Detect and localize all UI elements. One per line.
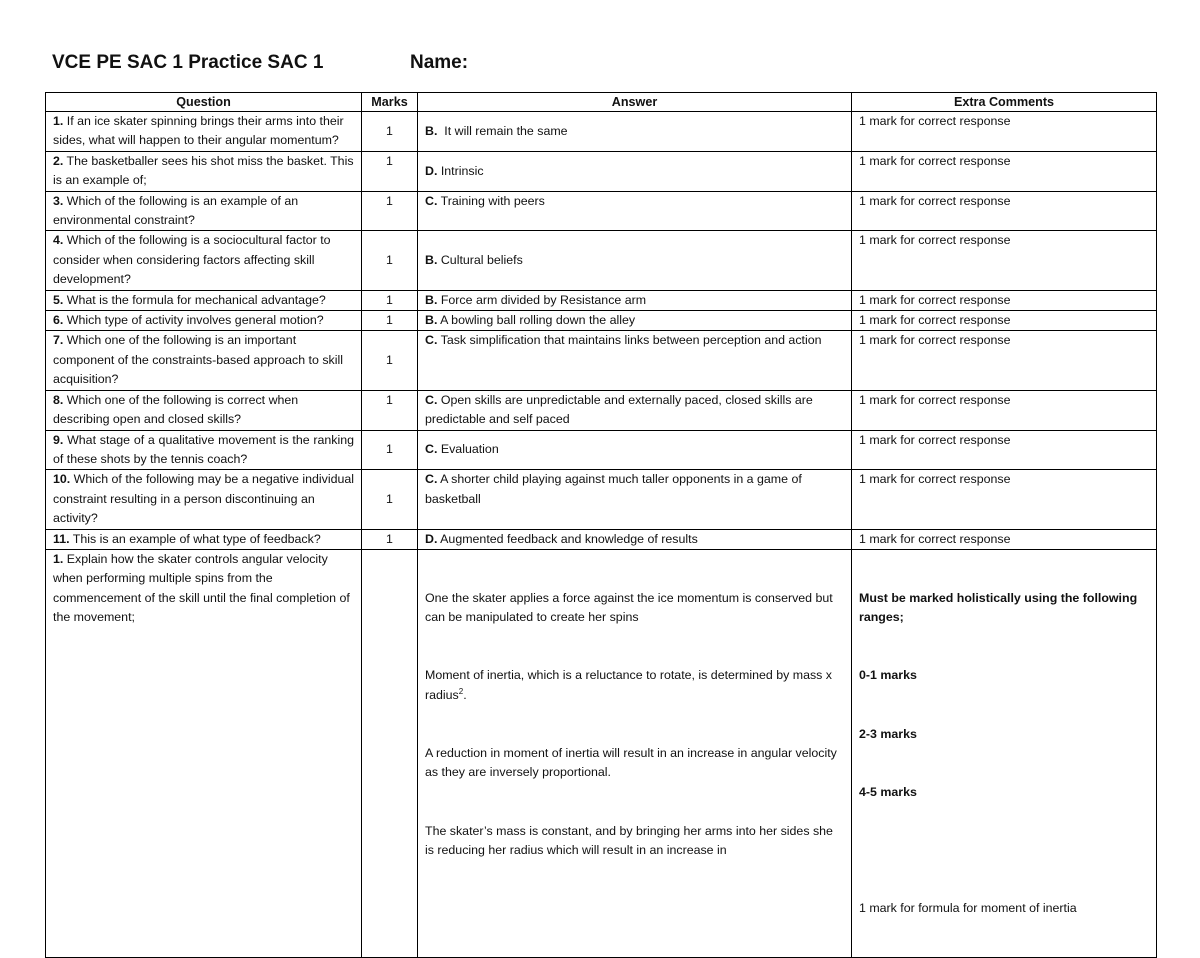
question-text: Which type of activity involves general motion? — [63, 313, 324, 328]
answer-cell — [418, 470, 852, 529]
question-number: 2. — [53, 153, 64, 168]
answer-line: One the skater applies a force against the ice momentum is conserved but can be manipulated to create her spins — [425, 590, 837, 625]
question-cell — [46, 311, 362, 331]
comment-range: 0-1 marks — [859, 668, 917, 683]
question-number: 5. — [53, 292, 64, 307]
marks-cell: 1 — [362, 290, 418, 310]
marks-cell: 1 — [362, 470, 418, 529]
comment-range: 2-3 marks — [859, 726, 917, 741]
comment-cell — [852, 549, 1157, 958]
question-text: What stage of a qualitative movement is the ranking of these shots by the tennis coach? — [53, 432, 358, 466]
question-cell — [46, 191, 362, 231]
answer-text: A bowling ball rolling down the alley — [437, 313, 636, 328]
column-header-marks: Marks — [362, 93, 418, 112]
question-text: Which one of the following is correct when describing open and closed skills? — [53, 392, 302, 427]
table-row — [46, 430, 1157, 470]
table-row-extended — [46, 549, 1157, 958]
table-row — [46, 151, 1157, 191]
comment-cell: 1 mark for correct response — [852, 231, 1157, 290]
question-cell — [46, 549, 362, 958]
column-header-question: Question — [46, 93, 362, 112]
comment-cell: 1 mark for correct response — [852, 311, 1157, 331]
answer-cell — [418, 290, 852, 310]
marks-cell: 1 — [362, 112, 418, 152]
marks-cell: 1 — [362, 430, 418, 470]
answer-letter: C. — [425, 193, 438, 208]
answer-cell — [418, 151, 852, 191]
question-number: 4. — [53, 233, 64, 248]
comment-formula: 1 mark for formula for moment of inertia — [859, 901, 1077, 916]
answer-text: Task simplification that maintains links between perception and action — [437, 333, 822, 348]
comment-cell: 1 mark for correct response — [852, 390, 1157, 430]
answer-letter: C. — [425, 392, 438, 407]
answer-table — [45, 92, 1157, 958]
answer-text: Intrinsic — [437, 163, 484, 178]
answer-text: Training with peers — [437, 193, 545, 208]
question-number: 8. — [53, 392, 64, 407]
answer-letter: C. — [425, 472, 438, 487]
marks-cell: 1 — [362, 311, 418, 331]
answer-cell — [418, 191, 852, 231]
comment-cell: 1 mark for correct response — [852, 331, 1157, 390]
question-text: Which of the following may be a negative individual constraint resulting in a person discontinuing an activity? — [53, 472, 358, 526]
table-row — [46, 290, 1157, 310]
answer-cell — [418, 112, 852, 152]
question-cell — [46, 151, 362, 191]
answer-line — [425, 666, 844, 705]
answer-cell — [418, 390, 852, 430]
column-header-answer: Answer — [418, 93, 852, 112]
question-cell — [46, 331, 362, 390]
answer-letter: B. — [425, 313, 438, 328]
answer-text: Augmented feedback and knowledge of results — [437, 531, 698, 546]
comment-cell: 1 mark for correct response — [852, 470, 1157, 529]
marks-cell: 1 — [362, 331, 418, 390]
page-title: VCE PE SAC 1 Practice SAC 1 — [52, 52, 324, 73]
marks-cell: 1 — [362, 231, 418, 290]
marks-cell — [362, 549, 418, 958]
answer-text: It will remain the same — [437, 123, 568, 138]
table-row — [46, 231, 1157, 290]
comment-cell: 1 mark for correct response — [852, 151, 1157, 191]
answer-line-text: Moment of inertia, which is a reluctance to rotate, is determined by mass x radius — [425, 668, 836, 702]
question-text: Which one of the following is an important component of the constraints-based approach to skill acquisition? — [53, 333, 347, 387]
question-cell — [46, 390, 362, 430]
comment-cell: 1 mark for correct response — [852, 112, 1157, 152]
answer-cell — [418, 311, 852, 331]
question-cell — [46, 430, 362, 470]
question-cell — [46, 290, 362, 310]
question-number: 3. — [53, 193, 64, 208]
answer-cell — [418, 331, 852, 390]
question-text: Which of the following is an example of an environmental constraint? — [53, 193, 302, 228]
marks-cell: 1 — [362, 529, 418, 549]
question-text: If an ice skater spinning brings their arms into their sides, what will happen to their angular momentum? — [53, 114, 348, 148]
answer-letter: B. — [425, 252, 438, 267]
column-header-comments: Extra Comments — [852, 93, 1157, 112]
answer-text: A shorter child playing against much taller opponents in a game of basketball — [425, 472, 806, 506]
answer-cell — [418, 529, 852, 549]
table-row — [46, 311, 1157, 331]
name-label: Name: — [410, 52, 469, 73]
table-row — [46, 390, 1157, 430]
marks-cell: 1 — [362, 390, 418, 430]
answer-cell — [418, 231, 852, 290]
question-number: 6. — [53, 313, 64, 328]
question-cell — [46, 231, 362, 290]
answer-period: . — [463, 687, 467, 702]
marks-cell: 1 — [362, 151, 418, 191]
answer-cell — [418, 430, 852, 470]
question-number: 10. — [53, 472, 71, 487]
page-header — [52, 52, 469, 74]
marks-cell: 1 — [362, 191, 418, 231]
table-row — [46, 529, 1157, 549]
comment-spacer — [859, 841, 1149, 860]
table-row — [46, 112, 1157, 152]
answer-cell — [418, 549, 852, 958]
table-header-row — [46, 93, 1157, 112]
question-number: 1. — [53, 551, 64, 566]
question-cell — [46, 112, 362, 152]
answer-line: The skater’s mass is constant, and by bringing her arms into her sides she is reducing her radius which will result in an increase in — [425, 823, 837, 858]
answer-text: Evaluation — [437, 442, 499, 457]
answer-letter: D. — [425, 163, 438, 178]
table-row — [46, 331, 1157, 390]
question-text: This is an example of what type of feedback? — [69, 531, 321, 546]
question-text: The basketballer sees his shot miss the basket. This is an example of; — [53, 153, 357, 188]
answer-text: Force arm divided by Resistance arm — [437, 292, 647, 307]
question-text: Explain how the skater controls angular velocity when performing multiple spins from the commencement of the skill until the final completion of the movement; — [53, 551, 354, 625]
answer-letter: C. — [425, 333, 438, 348]
question-text: What is the formula for mechanical advantage? — [63, 292, 326, 307]
answer-text: Open skills are unpredictable and externally paced, closed skills are predictable and self paced — [425, 392, 817, 427]
table-row — [46, 470, 1157, 529]
comment-holistic: Must be marked holistically using the following ranges; — [859, 590, 1141, 625]
answer-letter: B. — [425, 123, 438, 138]
table-row — [46, 191, 1157, 231]
question-number: 11. — [53, 531, 70, 546]
question-text: Which of the following is a sociocultural factor to consider when considering factors affecting skill development? — [53, 233, 335, 287]
comment-range: 4-5 marks — [859, 784, 917, 799]
comment-cell: 1 mark for correct response — [852, 290, 1157, 310]
question-number: 1. — [53, 114, 64, 128]
answer-text: Cultural beliefs — [437, 252, 523, 267]
superscript: 2 — [458, 686, 464, 696]
question-cell — [46, 529, 362, 549]
answer-line: A reduction in moment of inertia will result in an increase in angular velocity as they are inversely proportional. — [425, 746, 841, 780]
question-cell — [46, 470, 362, 529]
comment-cell: 1 mark for correct response — [852, 430, 1157, 470]
comment-cell: 1 mark for correct response — [852, 529, 1157, 549]
answer-letter: C. — [425, 442, 438, 457]
answer-letter: B. — [425, 292, 438, 307]
question-number: 9. — [53, 432, 64, 447]
comment-cell: 1 mark for correct response — [852, 191, 1157, 231]
answer-letter: D. — [425, 531, 438, 546]
question-number: 7. — [53, 333, 64, 348]
